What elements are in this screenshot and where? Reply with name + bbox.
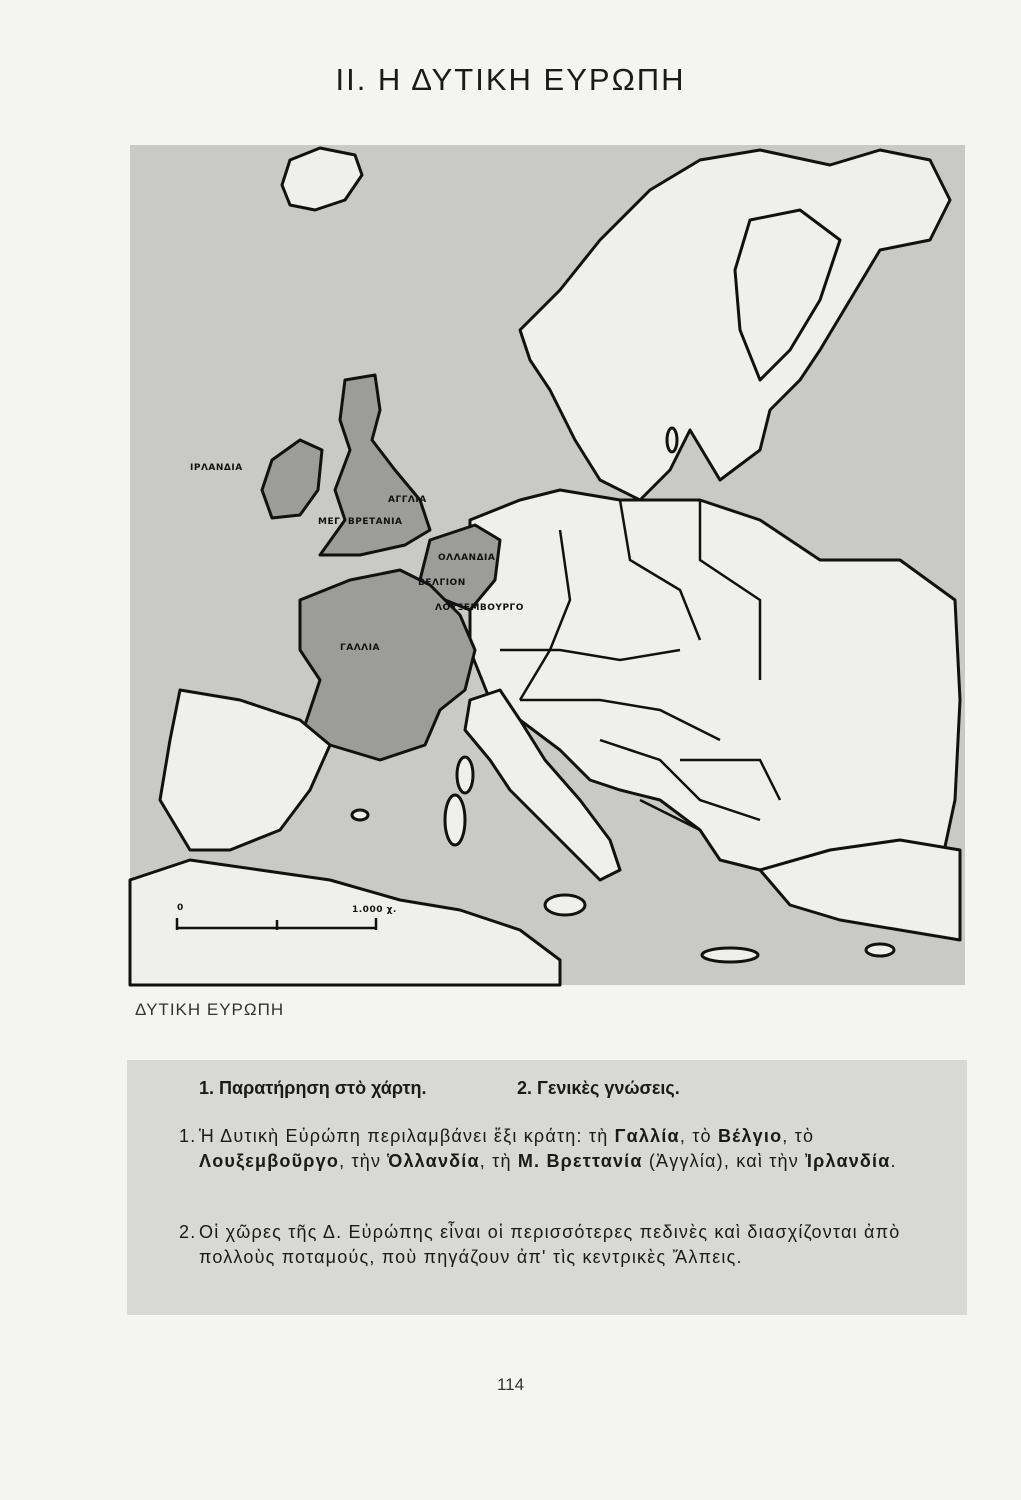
cyprus-shape <box>866 944 894 956</box>
balearic-shape <box>352 810 368 820</box>
gotland-shape <box>667 428 677 452</box>
corsica-shape <box>457 757 473 793</box>
item-text: Οἱ χῶρες τῆς Δ. Εὐρώπης εἶναι οἱ περισσότερες πεδινὲς καὶ διασχίζονται ἀπὸ πολλοὺς ποταμούς, ποὺ πηγάζουν ἀπ' τὶς κεντρικὲς Ἄλπεις. <box>199 1222 901 1267</box>
label-england: ΑΓΓΛΙΑ <box>388 495 427 505</box>
label-netherlands: ΟΛΛΑΝΔΙΑ <box>438 553 496 563</box>
country-luxembourg: Λουξεμβοῦργο <box>199 1151 340 1171</box>
label-ireland: ΙΡΛΑΝΔΙΑ <box>190 463 243 473</box>
crete-shape <box>702 948 758 962</box>
heading-general-knowledge: 2. Γενικὲς γνώσεις. <box>517 1078 680 1098</box>
country-france: Γαλλία <box>614 1126 680 1146</box>
label-luxembourg: ΛΟΥΞΕΜΒΟΥΡΓΟ <box>435 603 524 613</box>
page-number: 114 <box>496 1375 525 1394</box>
country-belgium: Βέλγιο <box>717 1126 783 1146</box>
item-number: 1. <box>179 1126 197 1146</box>
item-number: 2. <box>179 1222 197 1242</box>
scale-start-label: 0 <box>177 903 184 913</box>
label-france: ΓΑΛΛΙΑ <box>340 643 380 653</box>
map-caption: ΔΥΤΙΚΗ ΕΥΡΩΠΗ <box>135 1000 285 1019</box>
info-item-1: 1. Ἡ Δυτικὴ Εὐρώπη περιλαμβάνει ἕξι κράτη: τὴ Γαλλία, τὸ Βέλγιο, τὸ Λουξεμβοῦργο, τὴν Ὁλλανδία, τὴ Μ. Βρεττανία (Ἀγγλία), καὶ τὴν Ἰρλανδία. <box>179 1126 897 1171</box>
page-title: II. Η ΔΥΤΙΚΗ ΕΥΡΩΠΗ <box>335 62 686 97</box>
heading-map-observation: 1. Παρατήρηση στὸ χάρτη. <box>199 1078 427 1098</box>
label-belgium: ΒΕΛΓΙΟΝ <box>418 578 466 588</box>
scale-end-label: 1.000 χ. <box>352 905 397 915</box>
country-ireland: Ἰρλανδία <box>805 1151 891 1171</box>
country-netherlands: Ὁλλανδία <box>387 1151 480 1171</box>
label-great-britain: ΜΕΓ. ΒΡΕΤΑΝΙΑ <box>318 517 403 527</box>
info-box <box>127 1060 967 1315</box>
sardinia-shape <box>445 795 465 845</box>
country-great-britain: Μ. Βρεττανία <box>517 1151 643 1171</box>
sicily-shape <box>545 895 585 915</box>
info-item-2 <box>179 1220 919 1270</box>
